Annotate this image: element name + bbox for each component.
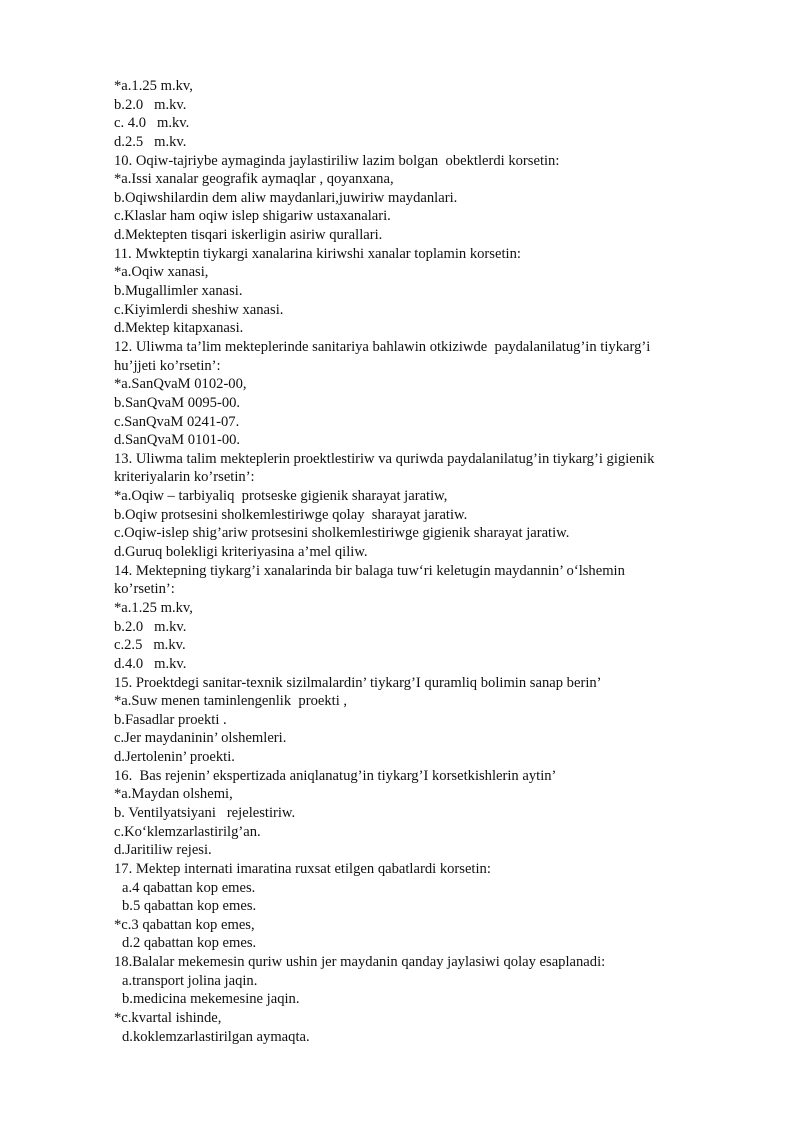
text-line: d.SanQvaM 0101-00. — [114, 432, 241, 449]
text-line: 10. Oqiw-tajriybe aymaginda jaylastiriliw lazim bolgan obektlerdi korsetin: — [114, 152, 560, 169]
text-line: c.Oqiw-islep shig’ariw protsesini sholkemlestiriwge gigienik sharayat jaratiw. — [114, 525, 570, 542]
text-line: *c.3 qabattan kop emes, — [114, 916, 255, 933]
quiz-text-block — [114, 77, 726, 1046]
text-line: 14. Mektepning tiykarg’i xanalarinda bir balaga tuw‘ri keletugin maydannin’ o‘lshemin — [114, 562, 625, 579]
text-line: c.Kiyimlerdi sheshiw xanasi. — [114, 301, 284, 318]
text-line: c.2.5 m.kv. — [114, 637, 186, 654]
text-line: b.5 qabattan kop emes. — [122, 898, 257, 915]
text-line: a.transport jolina jaqin. — [122, 972, 258, 989]
text-line: c.Jer maydaninin’ olshemleri. — [114, 730, 287, 747]
text-line: a.4 qabattan kop emes. — [122, 879, 256, 896]
text-line: c.SanQvaM 0241-07. — [114, 413, 240, 430]
text-line: *a.1.25 m.kv, — [114, 599, 193, 616]
text-line: b.medicina mekemesine jaqin. — [122, 991, 300, 1008]
text-line: 16. Bas rejenin’ ekspertizada aniqlanatug’in tiykarg’I korsetkishlerin aytin’ — [114, 767, 557, 784]
text-line: hu’jjeti ko’rsetin’: — [114, 357, 221, 374]
text-line: *a.Oqiw xanasi, — [114, 264, 209, 281]
text-line: d.4.0 m.kv. — [114, 655, 187, 672]
text-line: d.Mektepten tisqari iskerligin asiriw qurallari. — [114, 227, 383, 244]
text-line: b.2.0 m.kv. — [114, 96, 187, 113]
text-line: ko’rsetin’: — [114, 581, 175, 598]
text-line: *a.Maydan olshemi, — [114, 786, 233, 803]
text-line: 11. Mwkteptin tiykargi xanalarina kiriwshi xanalar toplamin korsetin: — [114, 245, 521, 262]
text-line: d.Jertolenin’ proekti. — [114, 749, 235, 766]
text-line: *a.SanQvaM 0102-00, — [114, 376, 247, 393]
text-line: c.Klaslar ham oqiw islep shigariw ustaxanalari. — [114, 208, 391, 225]
text-line: b.Mugallimler xanasi. — [114, 283, 243, 300]
text-line: d.Mektep kitapxanasi. — [114, 320, 244, 337]
text-line: b.Oqiwshilardin dem aliw maydanlari,juwiriw maydanlari. — [114, 189, 458, 206]
text-line: b.SanQvaM 0095-00. — [114, 394, 241, 411]
text-line: 12. Uliwma ta’lim mekteplerinde sanitariya bahlawin otkiziwde paydalanilatug’in tiykarg’i — [114, 338, 651, 355]
text-line: b.Fasadlar proekti . — [114, 711, 227, 728]
text-line: *a.Issi xanalar geografik aymaqlar , qoyanxana, — [114, 171, 394, 188]
text-line: 18.Balalar mekemesin quriw ushin jer maydanin qanday jaylasiwi qolay esaplanadi: — [114, 954, 606, 971]
text-line: kriteriyalarin ko’rsetin’: — [114, 469, 255, 486]
text-line: *a.Suw menen taminlengenlik proekti , — [114, 693, 348, 710]
text-line: c.Ko‘klemzarlastirilg’an. — [114, 823, 261, 840]
text-line: c. 4.0 m.kv. — [114, 115, 190, 132]
text-line: d.koklemzarlastirilgan aymaqta. — [122, 1028, 310, 1045]
text-line: 17. Mektep internati imaratina ruxsat etilgen qabatlardi korsetin: — [114, 860, 491, 877]
text-line: d.2 qabattan kop emes. — [122, 935, 257, 952]
text-line: b.Oqiw protsesini sholkemlestiriwge qolay sharayat jaratiw. — [114, 506, 468, 523]
text-line: d.2.5 m.kv. — [114, 133, 187, 150]
text-line: 13. Uliwma talim mekteplerin proektlestiriw va quriwda paydalanilatug’in tiykarg’i gigienik — [114, 450, 655, 467]
text-line: *c.kvartal ishinde, — [114, 1010, 222, 1027]
text-line: *a.Oqiw – tarbiyaliq protseske gigienik sharayat jaratiw, — [114, 488, 448, 505]
text-line: 15. Proektdegi sanitar-texnik sizilmalardin’ tiykarg’I quramliq bolimin sanap berin’ — [114, 674, 602, 691]
text-line: *a.1.25 m.kv, — [114, 78, 193, 94]
text-line: b.2.0 m.kv. — [114, 618, 187, 635]
text-line: d.Jaritiliw rejesi. — [114, 842, 212, 859]
text-line: b. Ventilyatsiyani rejelestiriw. — [114, 804, 296, 821]
text-line: d.Guruq bolekligi kriteriyasina a’mel qiliw. — [114, 544, 368, 561]
